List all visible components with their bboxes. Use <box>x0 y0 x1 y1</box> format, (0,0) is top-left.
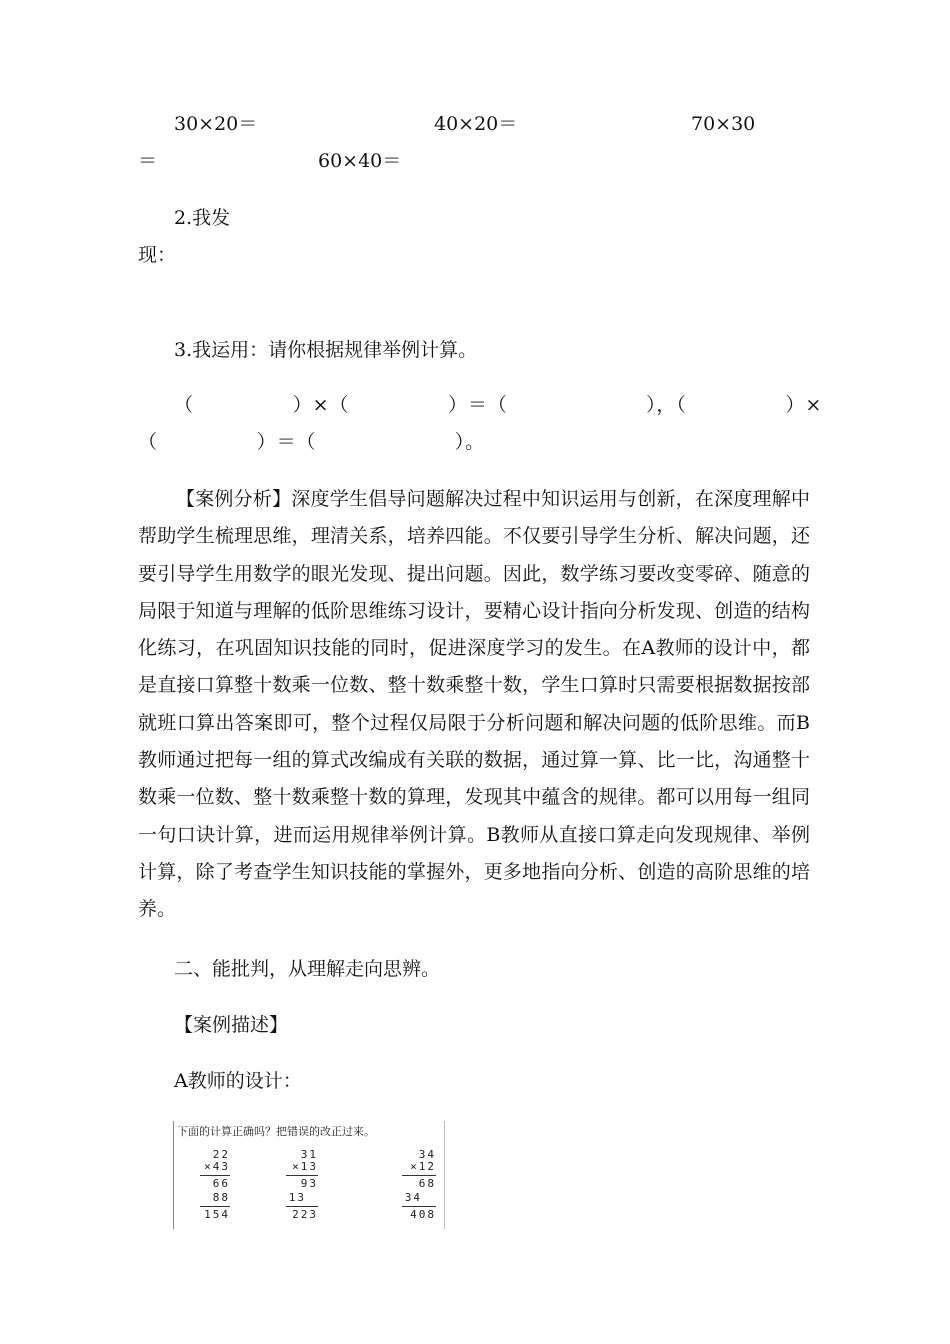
calc-rule <box>200 1206 230 1207</box>
calc-partial-1: 68 <box>418 1177 436 1190</box>
item3-heading: 3.我运用：请你根据规律举例计算。 <box>174 339 478 361</box>
expression-60x40: 60×40＝ <box>318 150 402 172</box>
calc-partial-2: 88 <box>212 1191 230 1204</box>
calc-multiplier: ×12 <box>410 1160 436 1173</box>
calc-partial-1: 66 <box>212 1177 230 1190</box>
figure-title: 下面的计算正确吗？把错误的改正过来。 <box>177 1125 375 1138</box>
calc-partial-1: 93 <box>300 1177 318 1190</box>
multiplication-check-figure <box>173 1121 445 1229</box>
calc-rule <box>402 1206 436 1207</box>
section2-heading: 二、能批判，从理解走向思辨。 <box>174 958 441 980</box>
calc-multiplier: ×43 <box>204 1160 230 1173</box>
calc-result: 408 <box>410 1208 436 1221</box>
calc-result: 223 <box>292 1208 318 1221</box>
calc-top: 34 <box>418 1148 436 1161</box>
item3-blank-line-1: （ ）×（ ）＝（ ），（ ）× <box>174 394 823 416</box>
teacher-a-label: A教师的设计： <box>174 1070 302 1092</box>
item2-label: 2.我发 <box>174 207 231 229</box>
calc-multiplier: ×13 <box>292 1160 318 1173</box>
calc-rule <box>286 1206 318 1207</box>
item2-continuation: 现： <box>138 244 177 266</box>
item3-blank-line-2: （ ）＝（ ）。 <box>138 431 485 453</box>
calc-partial-2: 34 <box>404 1191 422 1204</box>
calc-rule <box>286 1175 318 1176</box>
calc-rule <box>402 1175 436 1176</box>
calc-top: 22 <box>212 1148 230 1161</box>
expression-70x30: 70×30 <box>691 113 756 135</box>
expression-70x30-equals: ＝ <box>138 150 158 172</box>
calc-result: 154 <box>204 1208 230 1221</box>
case-analysis-paragraph: 【案例分析】深度学生倡导问题解决过程中知识运用与创新，在深度理解中帮助学生梳理思维，理清关系，培养四能。不仅要引导学生分析、解决问题，还要引导学生用数学的眼光发现、提出问题。因此，数学练习要改变零碎、随意的局限于知道与理解的低阶思维练习设计，要精心设计指向分析发现、创造的结构化练习，在巩固知识技能的同时，促进深度学习的发生。在A教师的设计中，都是直接口算整十数乘一位数、整十数乘整十数，学生口算时只需要根据数据按部就班口算出答案即可，整个过程仅局限于分析问题和解决问题的低阶思维。而B教师通过把每一组的算式改编成有关联的数据，通过算一算、比一比，沟通整十数乘一位数、整十数乘整十数的算理，发现其中蕴含的规律。都可以用每一组同一句口诀计算，进而运用规律举例计算。B教师从直接口算走向发现规律、举例计算，除了考查学生知识技能的掌握外，更多地指向分析、创造的高阶思维的培养。 <box>138 488 810 921</box>
calc-rule <box>200 1175 230 1176</box>
expression-30x20: 30×20＝ <box>174 113 258 135</box>
case-description-heading: 【案例描述】 <box>174 1014 289 1036</box>
calc-partial-2: 13 <box>288 1191 306 1204</box>
expression-40x20: 40×20＝ <box>434 113 518 135</box>
calc-top: 31 <box>300 1148 318 1161</box>
